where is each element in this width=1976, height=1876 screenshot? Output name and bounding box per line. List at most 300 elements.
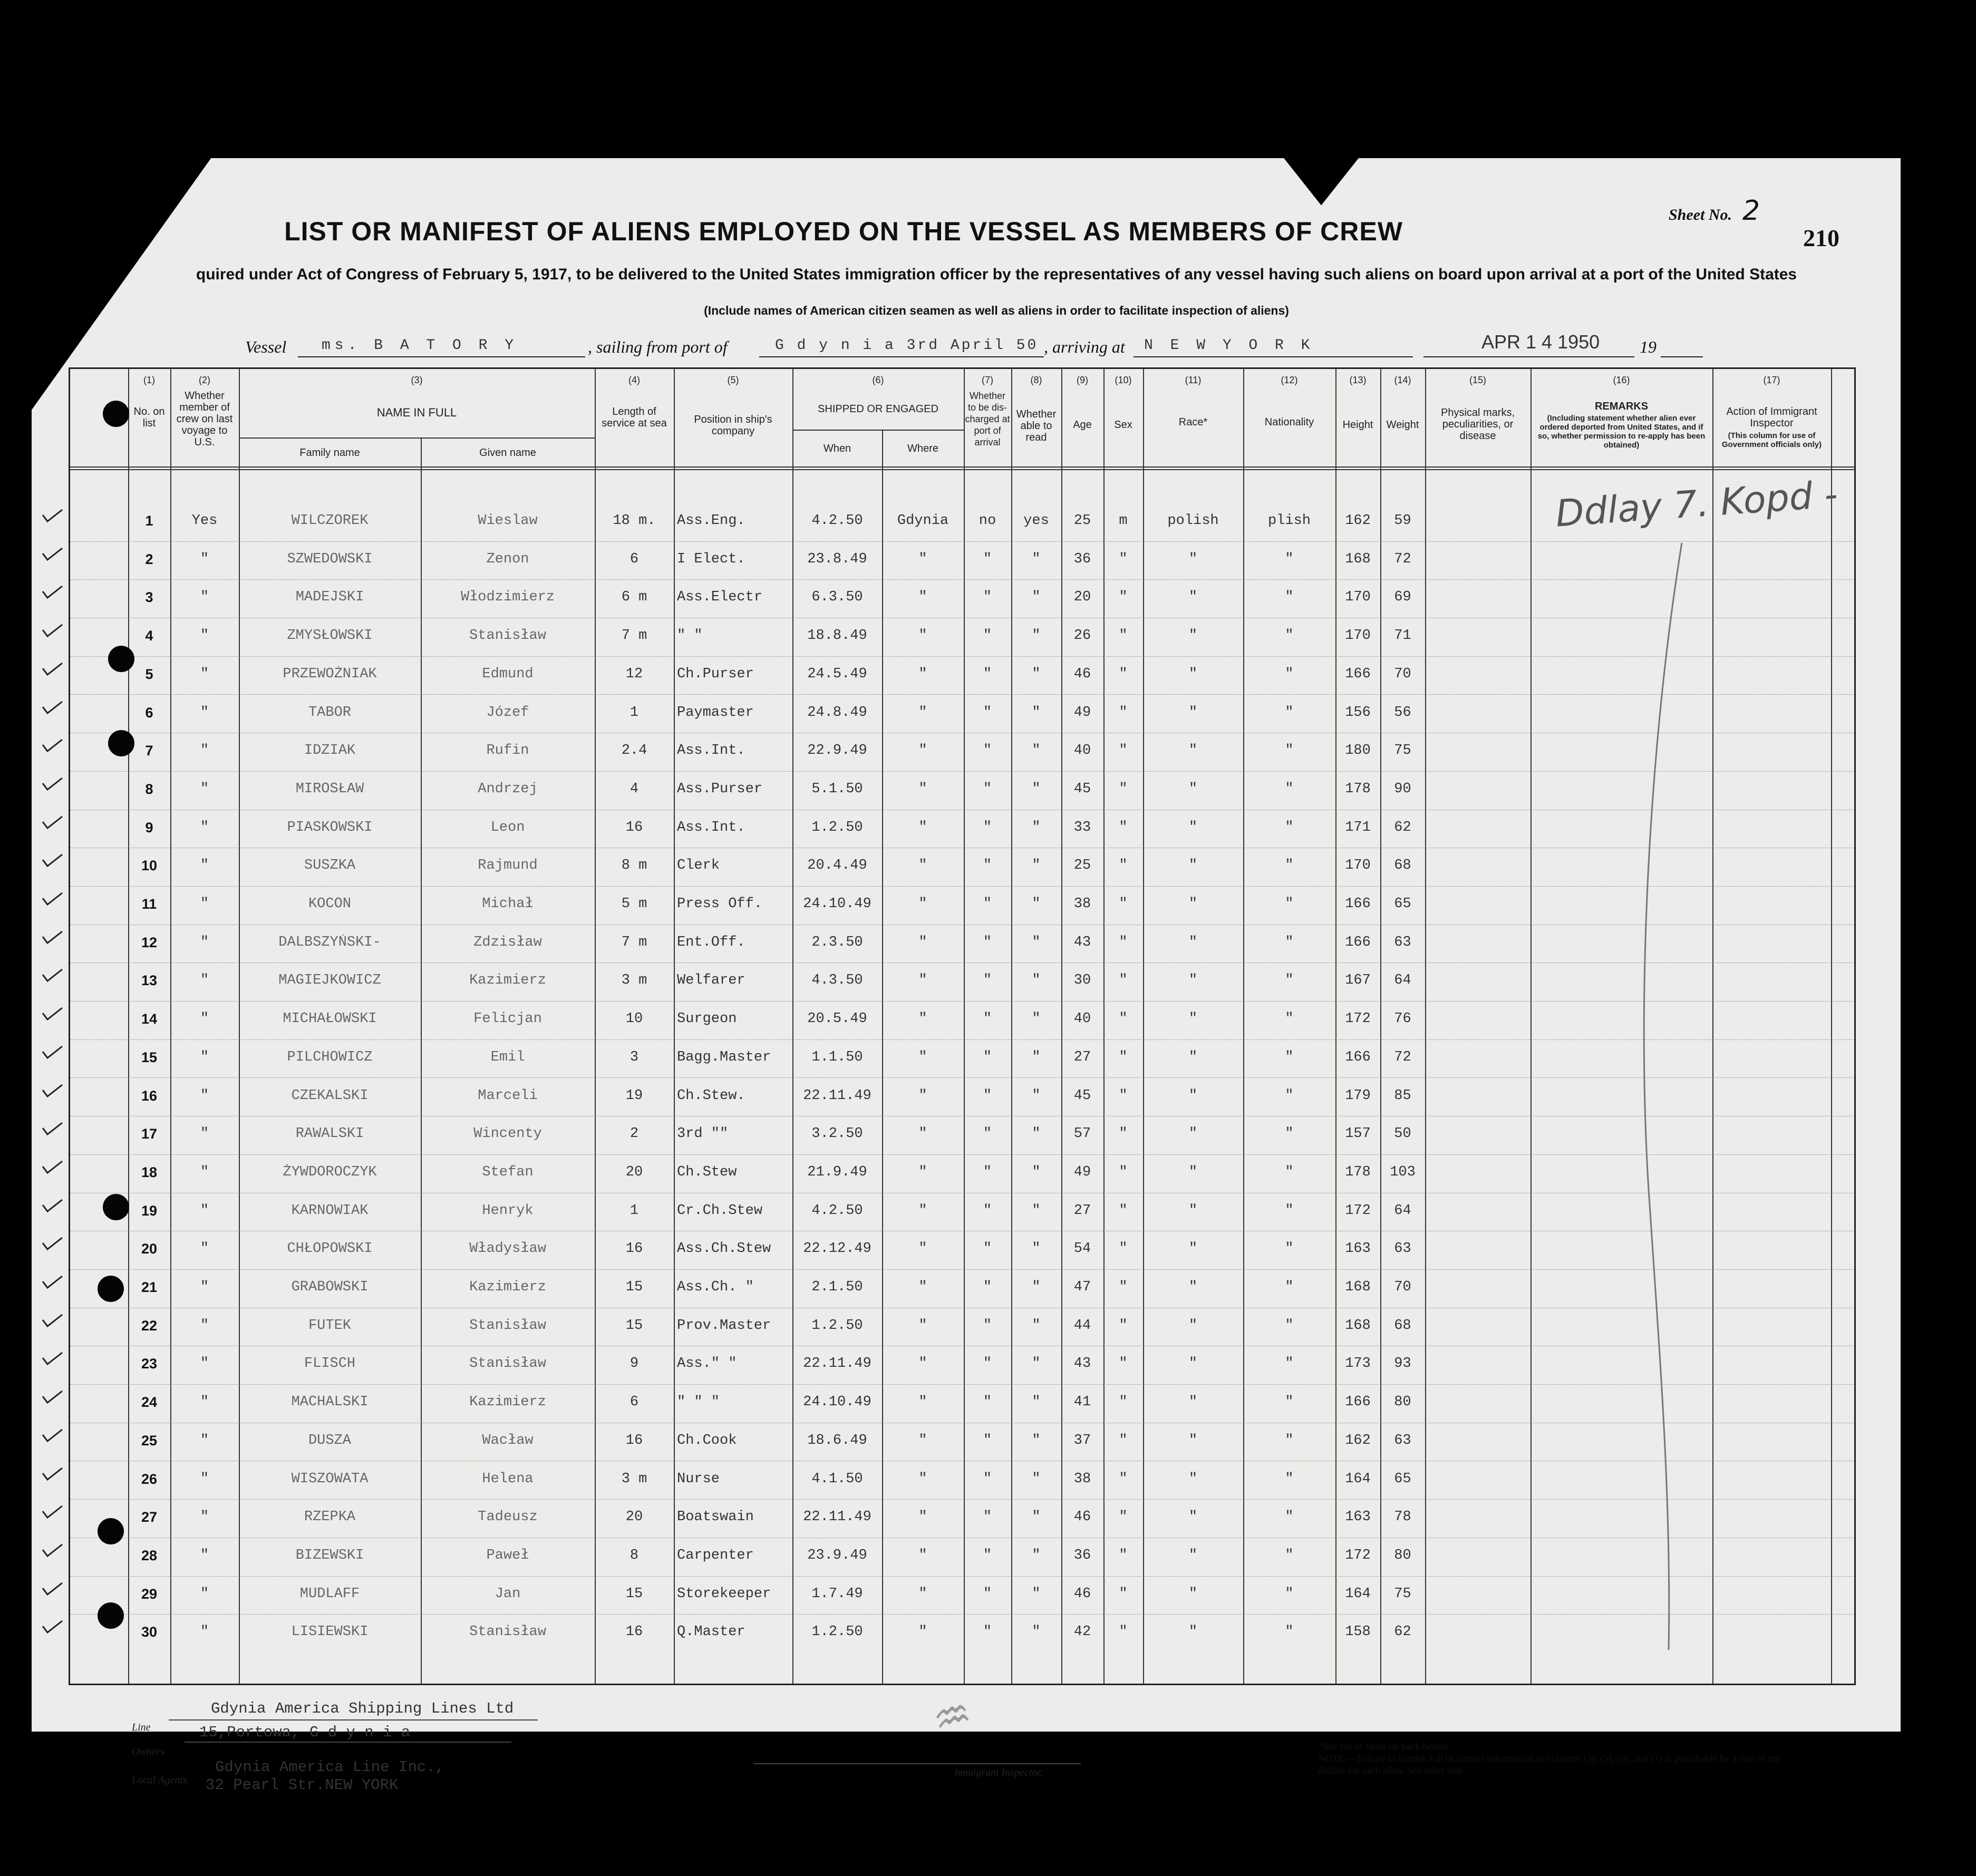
cell-nat: "	[1285, 1279, 1294, 1295]
cell-disch: "	[983, 858, 992, 874]
cell-no: 7	[145, 743, 153, 759]
cell-service: 9	[629, 1356, 639, 1372]
cell-disch: "	[983, 589, 992, 606]
cell-race: "	[1188, 628, 1198, 644]
header-able-to-read: Whether able to read	[1016, 409, 1057, 443]
cell-where: "	[918, 858, 927, 874]
cell-race: "	[1188, 1624, 1198, 1640]
cell-service: 6	[629, 551, 639, 567]
cell-position: Ch.Cook	[677, 1432, 737, 1449]
cell-service: 18 m.	[613, 513, 656, 529]
cell-sex: "	[1119, 934, 1128, 950]
cell-given: Helena	[482, 1471, 534, 1487]
cell-weight: 62	[1394, 1624, 1411, 1640]
cell-no: 17	[141, 1126, 158, 1142]
cell-no: 27	[141, 1509, 158, 1525]
include-note: (Include names of American citizen seamen as well as aliens in order to facilitate inspection of aliens)	[704, 304, 1289, 317]
cell-service: 6 m	[621, 589, 647, 606]
cell-position: Ass.Purser	[677, 781, 763, 797]
sailing-label: , sailing from port of	[588, 337, 728, 356]
cell-prev: "	[200, 704, 209, 721]
cell-when: 4.3.50	[811, 973, 863, 989]
cell-prev: "	[200, 1241, 209, 1257]
cell-nat: "	[1285, 1011, 1294, 1027]
cell-service: 15	[625, 1317, 643, 1334]
cell-disch: "	[983, 1164, 992, 1180]
cell-position: Ass." "	[677, 1356, 737, 1372]
cell-nat: "	[1285, 934, 1294, 950]
cell-family: BIZEWSKI	[295, 1547, 364, 1563]
cell-age: 40	[1073, 1011, 1091, 1027]
cell-race: "	[1188, 1279, 1198, 1295]
cell-weight: 69	[1394, 589, 1411, 606]
cell-service: 16	[625, 1241, 643, 1257]
cell-height: 166	[1345, 1394, 1371, 1411]
cell-weight: 80	[1394, 1394, 1411, 1411]
cell-race: "	[1188, 1432, 1198, 1449]
cell-nat: "	[1285, 973, 1294, 989]
cell-nat: "	[1285, 819, 1294, 835]
cell-disch: "	[983, 628, 992, 644]
cell-race: "	[1188, 1356, 1198, 1372]
cell-read: "	[1032, 1126, 1041, 1142]
cell-sex: "	[1119, 704, 1128, 721]
cell-age: 25	[1073, 858, 1091, 874]
cell-position: Press Off.	[677, 896, 763, 912]
cell-given: Kazimierz	[469, 1279, 546, 1295]
cell-weight: 103	[1390, 1164, 1416, 1180]
cell-no: 15	[141, 1049, 158, 1065]
cell-read: "	[1032, 551, 1041, 567]
cell-read: "	[1032, 973, 1041, 989]
cell-family: MUDLAFF	[299, 1586, 360, 1602]
cell-race: "	[1188, 1164, 1198, 1180]
cell-read: "	[1032, 1394, 1041, 1411]
cell-weight: 80	[1394, 1547, 1411, 1563]
cell-nat: "	[1285, 781, 1294, 797]
cell-family: RAWALSKI	[295, 1126, 364, 1142]
cell-service: 8	[629, 1547, 639, 1563]
cell-race: "	[1188, 1547, 1198, 1563]
cell-no: 20	[141, 1241, 158, 1257]
cell-where: "	[918, 1624, 927, 1640]
act-statement: quired under Act of Congress of February 5, 1917, to be delivered to the United States immigration officer by the representatives of any vessel having such aliens on board upon arrival at a port of the United States	[196, 266, 1797, 283]
arrival-date-stamp: APR 1 4 1950	[1481, 331, 1600, 353]
cell-disch: "	[983, 1241, 992, 1257]
cell-family: CZEKALSKI	[291, 1087, 369, 1104]
cell-race: polish	[1167, 513, 1219, 529]
cell-age: 36	[1073, 551, 1091, 567]
cell-weight: 68	[1394, 858, 1411, 874]
cell-prev: "	[200, 1356, 209, 1372]
cell-prev: "	[200, 819, 209, 835]
cell-read: "	[1032, 1547, 1041, 1563]
cell-no: 29	[141, 1586, 158, 1602]
cell-read: "	[1032, 589, 1041, 606]
cell-position: Boatswain	[677, 1509, 754, 1525]
header-physical-marks: Physical marks, peculiarities, or disease	[1440, 407, 1515, 442]
header-discharged: Whether to be dis-charged at port of arrival	[965, 391, 1010, 448]
cell-weight: 62	[1394, 819, 1411, 835]
cell-read: "	[1032, 666, 1041, 682]
cell-service: 19	[625, 1087, 643, 1104]
cell-family: LISIEWSKI	[291, 1624, 369, 1640]
cell-given: Felicjan	[473, 1011, 542, 1027]
cell-given: Rajmund	[478, 858, 538, 874]
cell-given: Edmund	[482, 666, 534, 682]
cell-service: 1	[629, 704, 639, 721]
cell-where: "	[918, 1471, 927, 1487]
page-number: 210	[1803, 225, 1839, 251]
cell-service: 3	[629, 1049, 639, 1065]
cell-nat: "	[1285, 1087, 1294, 1104]
cell-disch: "	[983, 973, 992, 989]
agents-value-2: 32 Pearl Str.NEW YORK	[206, 1776, 399, 1794]
cell-race: "	[1188, 1241, 1198, 1257]
cell-family: ZMYSŁOWSKI	[287, 628, 373, 644]
cell-sex: "	[1119, 1356, 1128, 1372]
cell-sex: "	[1119, 1394, 1128, 1411]
cell-when: 1.2.50	[811, 1624, 863, 1640]
cell-sex: "	[1119, 1049, 1128, 1065]
cell-sex: "	[1119, 1547, 1128, 1563]
cell-where: "	[918, 666, 927, 682]
cell-age: 20	[1073, 589, 1091, 606]
cell-disch: "	[983, 1586, 992, 1602]
header-weight: Weight	[1386, 419, 1419, 431]
cell-where: "	[918, 934, 927, 950]
cell-given: Andrzej	[478, 781, 538, 797]
cell-age: 43	[1073, 934, 1091, 950]
cell-nat: "	[1285, 551, 1294, 567]
cell-weight: 64	[1394, 973, 1411, 989]
cell-sex: "	[1119, 973, 1128, 989]
cell-family: KARNOWIAK	[291, 1202, 369, 1219]
cell-when: 22.11.49	[803, 1356, 871, 1372]
cell-weight: 93	[1394, 1356, 1411, 1372]
owners-value: 15,Portowa, G d y n i a	[199, 1724, 411, 1741]
cell-family: RZEPKA	[304, 1509, 356, 1525]
cell-weight: 56	[1394, 704, 1411, 721]
cell-nat: "	[1285, 1164, 1294, 1180]
cell-height: 171	[1345, 819, 1371, 835]
cell-height: 156	[1345, 704, 1371, 721]
cell-sex: "	[1119, 551, 1128, 567]
cell-family: GRABOWSKI	[291, 1279, 369, 1295]
cell-read: "	[1032, 1241, 1041, 1257]
header-when: When	[823, 443, 851, 454]
cell-when: 24.10.49	[803, 1394, 871, 1411]
cell-height: 166	[1345, 896, 1371, 912]
cell-when: 24.10.49	[803, 896, 871, 912]
cell-age: 57	[1073, 1126, 1091, 1142]
cell-height: 170	[1345, 858, 1371, 874]
cell-height: 164	[1345, 1471, 1371, 1487]
cell-where: "	[918, 551, 927, 567]
cell-nat: "	[1285, 1432, 1294, 1449]
cell-when: 1.7.49	[811, 1586, 863, 1602]
cell-where: "	[918, 819, 927, 835]
cell-height: 172	[1345, 1011, 1371, 1027]
header-family-name: Family name	[299, 447, 360, 459]
cell-family: MIROSŁAW	[295, 781, 364, 797]
cell-family: SUSZKA	[304, 858, 356, 874]
cell-where: "	[918, 1317, 927, 1334]
cell-given: Zdzisław	[473, 934, 542, 950]
header-age: Age	[1073, 419, 1092, 431]
cell-disch: "	[983, 1509, 992, 1525]
cell-sex: "	[1119, 819, 1128, 835]
cell-height: 168	[1345, 1279, 1371, 1295]
cell-nat: "	[1285, 1586, 1294, 1602]
header-inspector-action: Action of Immigrant Inspector	[1726, 406, 1817, 429]
cell-sex: "	[1119, 1317, 1128, 1334]
cell-sex: "	[1119, 1471, 1128, 1487]
cell-no: 1	[145, 513, 153, 529]
cell-age: 41	[1073, 1394, 1091, 1411]
cell-height: 166	[1345, 1049, 1371, 1065]
cell-family: TABOR	[308, 704, 351, 721]
header-name-in-full: NAME IN FULL	[376, 406, 457, 419]
cell-family: WILCZOREK	[291, 513, 369, 529]
cell-prev: "	[200, 896, 209, 912]
cell-when: 1.2.50	[811, 819, 863, 835]
cell-height: 162	[1345, 1432, 1371, 1449]
cell-position: Ch.Purser	[677, 666, 754, 682]
cell-given: Józef	[486, 704, 529, 721]
cell-age: 54	[1073, 1241, 1091, 1257]
sailing-port: G d y n i a 3rd April 50	[775, 337, 1039, 354]
cell-position: Ent.Off.	[677, 934, 745, 950]
cell-prev: "	[200, 1087, 209, 1104]
cell-sex: "	[1119, 1586, 1128, 1602]
cell-age: 37	[1073, 1432, 1091, 1449]
cell-prev: "	[200, 628, 209, 644]
cell-read: "	[1032, 1432, 1041, 1449]
cell-service: 3 m	[621, 973, 647, 989]
cell-nat: "	[1285, 589, 1294, 606]
cell-race: "	[1188, 1471, 1198, 1487]
cell-family: DUSZA	[308, 1432, 351, 1449]
cell-no: 28	[141, 1547, 158, 1563]
line-label: Line	[132, 1722, 151, 1733]
cell-service: 12	[625, 666, 643, 682]
cell-age: 42	[1073, 1624, 1091, 1640]
cell-when: 18.8.49	[807, 628, 867, 644]
cell-sex: "	[1119, 1011, 1128, 1027]
header-no-on-list: No. on list	[133, 406, 165, 429]
cell-read: "	[1032, 1356, 1041, 1372]
cell-age: 47	[1073, 1279, 1091, 1295]
cell-when: 23.8.49	[807, 551, 867, 567]
cell-no: 21	[141, 1279, 158, 1295]
year-label: 19	[1640, 337, 1657, 356]
cell-prev: "	[200, 1126, 209, 1142]
cell-no: 4	[145, 628, 153, 644]
cell-height: 166	[1345, 666, 1371, 682]
cell-service: 20	[625, 1164, 643, 1180]
cell-prev: "	[200, 1317, 209, 1334]
cell-prev: "	[200, 1394, 209, 1411]
cell-disch: "	[983, 1547, 992, 1563]
cell-nat: "	[1285, 704, 1294, 721]
cell-given: Stanisław	[469, 628, 546, 644]
cell-nat: "	[1285, 1202, 1294, 1219]
cell-weight: 70	[1394, 666, 1411, 682]
cell-where: "	[918, 1547, 927, 1563]
cell-race: "	[1188, 896, 1198, 912]
cell-prev: "	[200, 589, 209, 606]
cell-given: Włodzimierz	[460, 589, 555, 606]
cell-where: "	[918, 1356, 927, 1372]
cell-where: Gdynia	[897, 513, 949, 529]
cell-read: "	[1032, 1624, 1041, 1640]
cell-sex: "	[1119, 628, 1128, 644]
cell-when: 4.1.50	[811, 1471, 863, 1487]
cell-prev: "	[200, 858, 209, 874]
cell-sex: "	[1119, 896, 1128, 912]
cell-race: "	[1188, 1049, 1198, 1065]
cell-nat: plish	[1267, 513, 1311, 529]
cell-where: "	[918, 1241, 927, 1257]
cell-where: "	[918, 1087, 927, 1104]
cell-age: 45	[1073, 1087, 1091, 1104]
cell-where: "	[918, 1394, 927, 1411]
cell-when: 2.3.50	[811, 934, 863, 950]
cell-given: Stanisław	[469, 1317, 546, 1334]
cell-position: Ass.Electr	[677, 589, 763, 606]
cell-prev: "	[200, 1011, 209, 1027]
cell-no: 30	[141, 1624, 158, 1640]
cell-height: 170	[1345, 589, 1371, 606]
cell-family: PIASKOWSKI	[287, 819, 373, 835]
cell-race: "	[1188, 1126, 1198, 1142]
cell-given: Leon	[490, 819, 525, 835]
cell-disch: "	[983, 1471, 992, 1487]
cell-service: 2.4	[621, 743, 647, 759]
remarks-handwriting: Ddlay 7. Kopd -	[1554, 472, 1839, 536]
cell-position: Carpenter	[677, 1547, 754, 1563]
cell-where: "	[918, 1432, 927, 1449]
cell-race: "	[1188, 858, 1198, 874]
cell-given: Stanisław	[469, 1356, 546, 1372]
cell-height: 163	[1345, 1241, 1371, 1257]
cell-nat: "	[1285, 1624, 1294, 1640]
cell-when: 22.11.49	[803, 1087, 871, 1104]
cell-weight: 63	[1394, 1432, 1411, 1449]
cell-family: FUTEK	[308, 1317, 351, 1334]
cell-height: 173	[1345, 1356, 1371, 1372]
cell-weight: 50	[1394, 1126, 1411, 1142]
cell-where: "	[918, 589, 927, 606]
cell-given: Stefan	[482, 1164, 534, 1180]
cell-prev: "	[200, 551, 209, 567]
cell-sex: "	[1119, 858, 1128, 874]
cell-weight: 65	[1394, 1471, 1411, 1487]
cell-prev: "	[200, 743, 209, 759]
cell-given: Kazimierz	[469, 1394, 546, 1411]
cell-read: "	[1032, 896, 1041, 912]
cell-no: 6	[145, 704, 153, 721]
cell-given: Wieslaw	[478, 513, 538, 529]
cell-disch: "	[983, 666, 992, 682]
cell-read: "	[1032, 704, 1041, 721]
cell-prev: "	[200, 1049, 209, 1065]
cell-disch: "	[983, 551, 992, 567]
cell-given: Kazimierz	[469, 973, 546, 989]
cell-where: "	[918, 896, 927, 912]
cell-nat: "	[1285, 896, 1294, 912]
cell-height: 170	[1345, 628, 1371, 644]
cell-disch: "	[983, 704, 992, 721]
cell-service: 8 m	[621, 858, 647, 874]
cell-sex: "	[1119, 589, 1128, 606]
cell-where: "	[918, 704, 927, 721]
cell-prev: Yes	[191, 513, 218, 529]
cell-weight: 68	[1394, 1317, 1411, 1334]
cell-age: 49	[1073, 1164, 1091, 1180]
cell-disch: "	[983, 1049, 992, 1065]
cell-age: 27	[1073, 1049, 1091, 1065]
sheet-number: Sheet No. 2	[1669, 195, 1760, 227]
cell-position: " "	[677, 628, 703, 644]
cell-service: 6	[629, 1394, 639, 1411]
cell-family: DALBSZYŃSKI-	[278, 934, 381, 950]
cell-read: "	[1032, 819, 1041, 835]
cell-sex: m	[1119, 513, 1128, 529]
cell-disch: "	[983, 1624, 992, 1640]
cell-weight: 78	[1394, 1509, 1411, 1525]
cell-where: "	[918, 1164, 927, 1180]
cell-weight: 72	[1394, 551, 1411, 567]
cell-family: PRZEWOŹNIAK	[283, 666, 377, 682]
header-remarks: REMARKS	[1594, 401, 1649, 412]
cell-sex: "	[1119, 1241, 1128, 1257]
vessel-label: Vessel	[245, 337, 287, 356]
cell-race: "	[1188, 1317, 1198, 1334]
cell-sex: "	[1119, 1624, 1128, 1640]
cell-age: 27	[1073, 1202, 1091, 1219]
cell-position: Ass.Int.	[677, 819, 745, 835]
cell-age: 46	[1073, 1509, 1091, 1525]
cell-height: 178	[1345, 1164, 1371, 1180]
cell-read: "	[1032, 1586, 1041, 1602]
cell-when: 4.2.50	[811, 513, 863, 529]
arriving-label: , arriving at	[1044, 337, 1125, 356]
cell-when: 22.9.49	[807, 743, 867, 759]
cell-family: CHŁOPOWSKI	[287, 1241, 373, 1257]
cell-race: "	[1188, 551, 1198, 567]
cell-read: yes	[1023, 513, 1049, 529]
cell-given: Tadeusz	[478, 1509, 538, 1525]
cell-age: 40	[1073, 743, 1091, 759]
cell-nat: "	[1285, 1471, 1294, 1487]
cell-position: Nurse	[677, 1471, 720, 1487]
cell-given: Rufin	[486, 743, 529, 759]
cell-prev: "	[200, 934, 209, 950]
cell-weight: 63	[1394, 934, 1411, 950]
cell-read: "	[1032, 743, 1041, 759]
arriving-port: N E W Y O R K	[1144, 337, 1314, 354]
cell-given: Wincenty	[473, 1126, 542, 1142]
cell-where: "	[918, 1586, 927, 1602]
cell-age: 33	[1073, 819, 1091, 835]
crew-table: (1) No. on list (2) Whether member of crew on last voyage to U.S. (3) NAME IN FULL Family name Given name (4) Length of service at sea (5) Position in ship's company (6) SHIPPED OR ENGAGED When Where (7) Whether to be dis-charged at port of arrival (8) Whether able to read (9) Age (10) Sex (11) Race* (12) Nationality (13) Height (14) Weight (15) Physical marks, peculiarities, or disease (16) REMARKS (Including statement whether alien ever ordered deported from United States, and if so, whether permission to re-apply has been obtained) (17) Action of Immigrant Inspector (This column for use of Government officials only) 1 Yes WILCZOREK Wieslaw 18 m. Ass.Eng. 4.2.50 Gdynia no yes 25 m polish plish 162 59 2 " SZWEDOWSKI Zenon 6 I Elect. 23.8.49 " " " 36 " " " 168 72 3 " MADEJSKI Włodzimierz 6 m Ass.Electr 6.3.50 " " " 20 " " " 170 69 4 " ZMYSŁOWSKI Stanisław 7 m " " 18.8.49 " " " 26 " " " 170 71 5 " PRZEWOŹNIAK Edmund 12 Ch.Purser 24.5.49 " " " 46 " " " 166 70 6 " TABOR Józef 1 Paymaster 24.8.49 " " " 49 " " " 156 56 7 " IDZIAK Rufin 2.4 Ass.Int. 22.9.49 " " " 40 " " " 180 75 8 " MIROSŁAW Andrzej 4 Ass.Purser 5.1.50 " " " 45 " " " 178 90 9 " PIASKOWSKI Leon 16 Ass.Int. 1.2.50 " " " 33 " " " 171 62 10 " SUSZKA Rajmund 8 m Clerk 20.4.49 " " " 25 " " " 170 68 11 " KOCON Michał 5 m Press Off. 24.10.49 " " " 38 " " " 166 65 12 " DALBSZYŃSKI- Zdzisław 7 m Ent.Off. 2.3.50 " " " 43 " " " 166 63 13 " MAGIEJKOWICZ Kazimierz 3 m Welfarer 4.3.50 " " " 30 " " " 167 64 14 " MICHAŁOWSKI Felicjan 10 Surgeon 20.5.49 " " " 40 " " " 172 76 15 " PILCHOWICZ Emil 3 Bagg.Master 1.1.50 " " " 27 " " " 166 72 16 " CZEKALSKI Marceli 19 Ch.Stew. 22.11.49 " " " 45 " " " 179 85 17 " RAWALSKI Wincenty 2 3rd "" 3.2.50 " " " 57 " " " 157 50 18 " ŻYWDOROCZYK Stefan 20 Ch.Stew 21.9.49 " " " 49 " " " 178 103 19 " KARNOWIAK Henryk 1 Cr.Ch.Stew 4.2.50 " " " 27 " " " 172 64 20 " CHŁOPOWSKI Władysław 16 Ass.Ch.Stew 22.12.49 " " " 54 " " " 163 63 21 " GRABOWSKI Kazimierz 15 Ass.Ch. " 2.1.50 " " " 47 " " " 168 70 22 " FUTEK Stanisław 15 Prov.Master 1.2.50 " " " 44 " " " 168 68 23 " FLISCH Stanisław 9 Ass." " 22.11.49 " " " 43 " " " 173 93 24 " MACHALSKI Kazimierz 6 " " " 24.10.49 " " " 41 " " " 166 80 25 " DUSZA Wacław 16 Ch.Cook 18.6.49 " " " 37 " " " 162 63 26 " WISZOWATA Helena 3 m Nurse 4.1.50 " " " 38 " " " 164 65 27 " RZEPKA Tadeusz 20 Boatswain 22.11.49 " " " 46 " " " 163 78 28 " BIZEWSKI Paweł 8 Carpenter 23.9.49 " " " 36 " " " 172 80 29 " MUDLAFF Jan 15 Storekeeper 1.7.49 " " " 46 " " " 164 75 30 " LISIEWSKI Stanisław 16 Q.Master 1.2.50 " " " 42 " " " 158 62	[69, 367, 1856, 1685]
cell-no: 25	[141, 1432, 158, 1449]
cell-where: "	[918, 1126, 927, 1142]
cell-given: Jan	[495, 1586, 521, 1602]
cell-weight: 75	[1394, 1586, 1411, 1602]
